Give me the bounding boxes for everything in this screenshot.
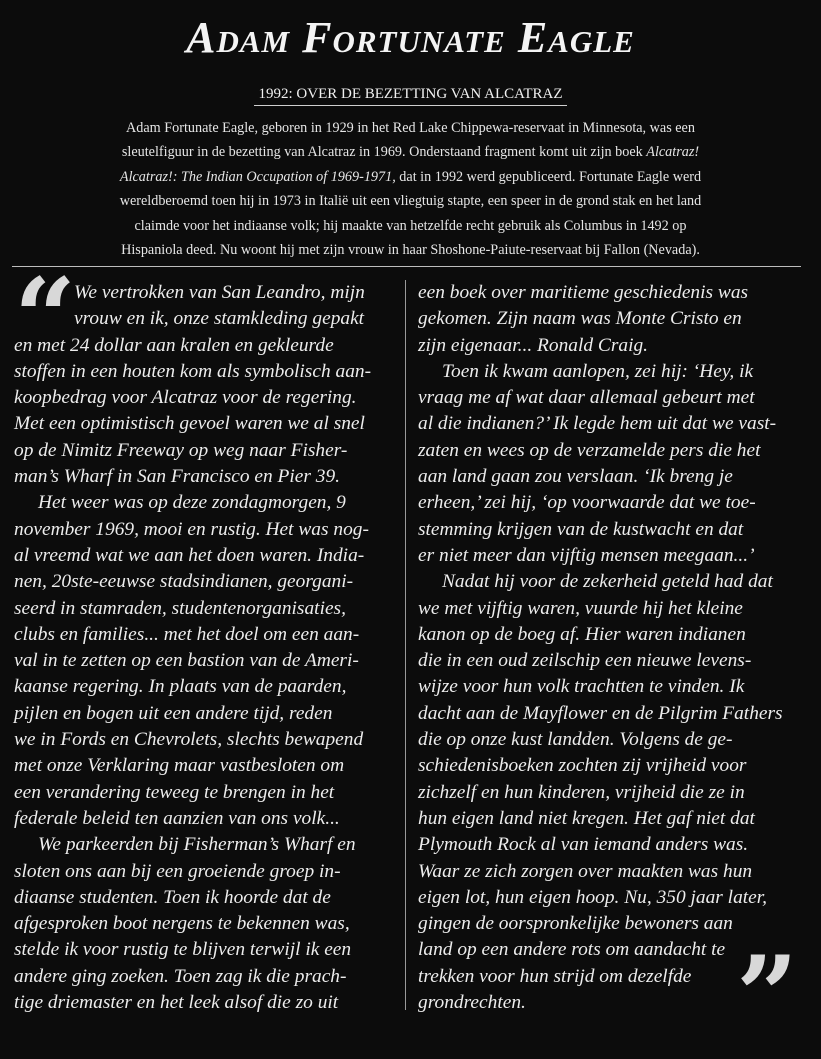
- text-line: tige driemaster en het leek alsof die zo uit: [14, 992, 339, 1014]
- text-line: stemming krijgen van de kustwacht en dat: [418, 518, 744, 540]
- text-line: pijlen en bogen uit een andere tijd, reden: [14, 702, 333, 724]
- text-line: al vreemd wat we aan het doen waren. India-: [14, 544, 365, 566]
- column-divider: [405, 280, 406, 1010]
- text-line: erheen,’ zei hij, ‘op voorwaarde dat we toe-: [418, 492, 756, 514]
- text-line: Toen ik kwam aanlopen, zei hij: ‘Hey, ik: [442, 360, 754, 382]
- text-line: Plymouth Rock al van iemand anders was.: [418, 834, 749, 856]
- text-line: grondrechten.: [418, 992, 526, 1014]
- text-line: land op een andere rots om aandacht te: [418, 939, 726, 961]
- intro-line: wereldberoemd toen hij in 1973 in Italië uit een vliegtuig stapte, een speer in de grond stak en het land: [119, 193, 702, 210]
- horizontal-divider: [12, 266, 801, 267]
- intro-line: Hispaniola deed. Nu woont hij met zijn vrouw in haar Shoshone-Paiute-reservaat bij Fallon (Nevada).: [121, 242, 700, 259]
- right-column: [418, 280, 802, 1016]
- text-line: eigen lot, hun eigen hoop. Nu, 350 jaar later,: [418, 886, 768, 908]
- text-line: stoffen in een houten kom als symbolisch aan-: [14, 360, 372, 382]
- text-line: seerd in stamraden, studentenorganisaties,: [14, 597, 346, 619]
- text-line: gekomen. Zijn naam was Monte Cristo en: [418, 308, 742, 330]
- text-line: andere ging zoeken. Toen zag ik die prach-: [14, 965, 347, 987]
- intro-line: Alcatraz!: The Indian Occupation of 1969-1971, dat in 1992 werd gepubliceerd. Fortunate Eagle werd: [119, 168, 702, 185]
- text-line: Waar ze zich zorgen over maakten was hun: [418, 860, 753, 882]
- text-line: diaanse studenten. Toen ik hoorde dat de: [14, 886, 331, 908]
- text-line: een verandering teweeg te brengen in het: [14, 781, 335, 803]
- text-line: sloten ons aan bij een groeiende groep in-: [14, 860, 341, 882]
- left-column: [14, 280, 395, 1016]
- text-line: november 1969, mooi en rustig. Het was nog-: [14, 518, 369, 540]
- text-line: gingen de oorspronkelijke bewoners aan: [418, 913, 733, 935]
- text-line: aan land gaan zou verslaan. ‘Ik breng je: [418, 466, 733, 488]
- text-line: zichzelf en hun kinderen, vrijheid die ze in: [418, 781, 745, 803]
- opening-quote-icon: “: [14, 255, 77, 381]
- text-line: we in Fords en Chevrolets, slechts bewapend: [14, 729, 364, 751]
- text-line: al die indianen?’ Ik legde hem uit dat we vast-: [418, 413, 777, 435]
- text-line: zijn eigenaar... Ronald Craig.: [418, 334, 648, 356]
- closing-quote-icon: ”: [736, 933, 799, 1059]
- text-line: er niet meer dan vijftig mensen meegaan...’: [418, 544, 755, 566]
- text-line: die in een oud zeilschip een nieuwe levens-: [418, 650, 752, 672]
- text-line: Met een optimistisch gevoel waren we al snel: [14, 413, 365, 435]
- text-line: We parkeerden bij Fisherman’s Wharf en: [38, 834, 356, 856]
- text-line: man’s Wharf in San Francisco en Pier 39.: [14, 466, 341, 488]
- text-line: clubs en families... met het doel om een aan-: [14, 623, 360, 645]
- text-line: op de Nimitz Freeway op weg naar Fisher-: [14, 439, 348, 461]
- intro-line: claimde voor het indiaanse volk; hij maakte van hetzelfde recht gebruik als Columbus in 1492 op: [134, 217, 687, 234]
- text-line: federale beleid ten aanzien van ons volk...: [14, 807, 340, 829]
- text-line: We vertrokken van San Leandro, mijn: [74, 282, 365, 303]
- text-line: Nadat hij voor de zekerheid geteld had dat: [442, 571, 773, 593]
- text-line: vraag me af wat daar allemaal gebeurt met: [418, 387, 755, 409]
- text-line: val in te zetten op een bastion van de Ameri-: [14, 650, 359, 672]
- text-line: schiedenisboeken zochten zij vrijheid voor: [418, 755, 747, 777]
- text-line: met onze Verklaring maar vastbesloten om: [14, 755, 345, 777]
- page-title: Adam Fortunate Eagle: [186, 13, 635, 62]
- section-subtitle: 1992: OVER DE BEZETTING VAN ALCATRAZ: [0, 86, 821, 106]
- text-line: vrouw en ik, onze stamkleding gepakt: [74, 308, 365, 330]
- text-line: wijze voor hun volk trachtten te vinden. Ik: [418, 676, 745, 698]
- text-line: kanon op de boeg af. Hier waren indianen: [418, 623, 746, 645]
- text-line: zaten en wees op de verzamelde pers die het: [418, 439, 761, 461]
- text-line: die op onze kust landden. Volgens de ge-: [418, 729, 733, 751]
- text-line: afgesproken boot nergens te bekennen was,: [14, 913, 350, 935]
- text-line: en met 24 dollar aan kralen en gekleurde: [14, 334, 334, 356]
- text-line: Het weer was op deze zondagmorgen, 9: [38, 492, 346, 514]
- text-line: stelde ik voor rustig te blijven terwijl ik een: [14, 939, 352, 961]
- intro-line: Adam Fortunate Eagle, geboren in 1929 in het Red Lake Chippewa-reservaat in Minnesota, was een: [126, 120, 695, 136]
- intro-line: sleutelfiguur in de bezetting van Alcatraz in 1969. Onderstaand fragment komt uit zijn boek Alcatraz!: [121, 144, 700, 161]
- text-line: we met vijftig waren, vuurde hij het kleine: [418, 597, 743, 619]
- text-line: kaanse regering. In plaats van de paarden,: [14, 676, 347, 698]
- text-line: koopbedrag voor Alcatraz voor de regering.: [14, 387, 357, 409]
- text-line: hun eigen land niet kregen. Het gaf niet dat: [418, 807, 755, 829]
- text-line: nen, 20ste-eeuwse stadsindianen, georgani-: [14, 571, 354, 593]
- text-line: een boek over maritieme geschiedenis was: [418, 282, 749, 303]
- intro-paragraph: [40, 116, 781, 262]
- text-line: dacht aan de Mayflower en de Pilgrim Fathers: [418, 702, 783, 724]
- text-line: trekken voor hun strijd om dezelfde: [418, 965, 692, 987]
